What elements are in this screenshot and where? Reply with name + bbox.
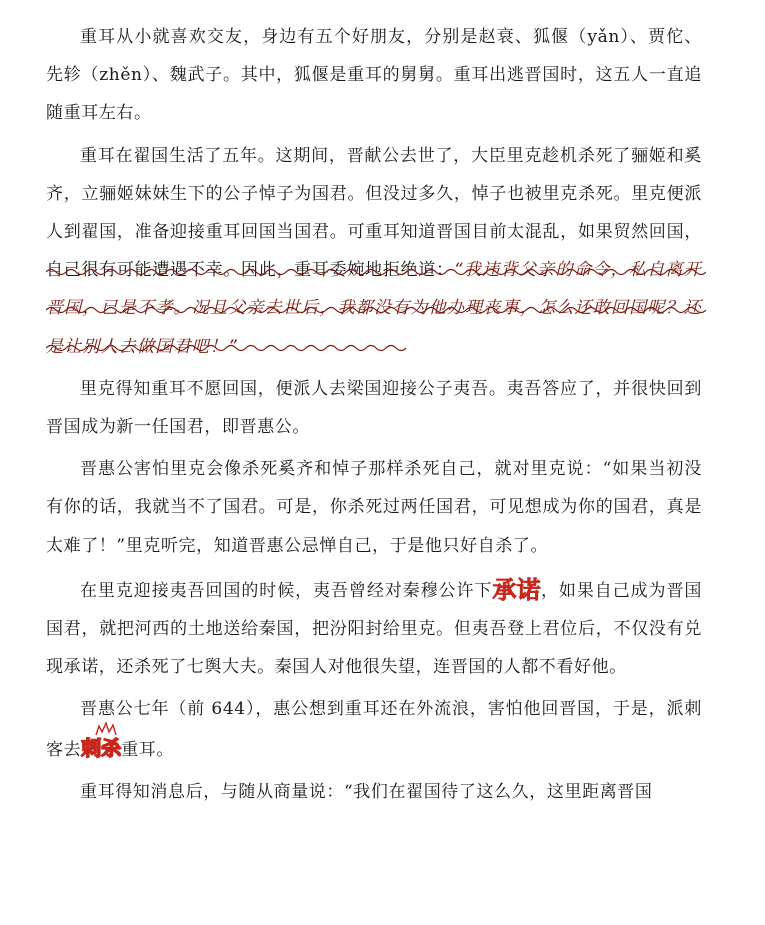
assassin-text-before: 晋惠公七年（前 644），惠公想到重耳还在外流浪，害怕他回晋国，于是，派刺客去 [46,699,702,760]
assassin-text-after: 重耳。 [121,739,175,760]
paragraph-like-suicide: 晋惠公害怕里克会像杀死奚齐和悼子那样杀死自己，就对里克说：“如果当初没有你的话，我就当不了国君。可是，你杀死过两任国君，可见想成为你的国君，真是太难了！”里克听完，知道晋惠公忌惮自己，于是他只好自杀了。 [46,459,702,556]
burst-mark [95,722,117,736]
promise-text-after: ，如果自己成为晋国国君，就把河西的土地送给秦国，把汾阳封给里克。但夷吾登上君位后，不仅没有兑现承诺，还杀死了七舆大夫。秦国人对他很失望，连晋国的人都不看好他。 [46,580,702,678]
highlighted-quote: “我违背父亲的命令，私自离开晋国，已是不孝。况且父亲去世后，我都没有为他办理丧事，怎么还敢回国呢？还是让别人去做国君吧！” [46,260,702,357]
wavy-underline [46,305,706,315]
refusal-intro: 重耳在翟国生活了五年。这期间，晋献公去世了，大臣里克趁机杀死了骊姬和奚齐，立骊姬妹妹生下的公子悼子为国君。但没过多久，悼子也被里克杀死。里克便派人到翟国，准备迎接重耳回国当国君。可重耳知道晋国目前太混乱，如果贸然回国，自己很有可能遭遇不幸。因此，重耳委婉地拒绝道： [46,145,702,281]
assassinate-callout-text: 刺杀 [81,735,122,760]
promise-callout: 承诺 [492,575,541,604]
promise-text-before: 在里克迎接夷吾回国的时候，夷吾曾经对秦穆公许下 [80,580,493,601]
wavy-underline [46,267,706,277]
paragraph-refusal [46,137,702,366]
wavy-underline [46,343,406,353]
paragraph-discussion: 重耳得知消息后，与随从商量说：“我们在翟国待了这么久，这里距离晋国 [80,781,653,802]
assassinate-callout [81,736,121,760]
paragraph-assassin [46,690,702,768]
story-page [46,18,702,815]
paragraph-friends: 重耳从小就喜欢交友，身边有五个好朋友，分别是赵衰、狐偃（yǎn）、贾佗、先轸（zhěn）、魏武子。其中，狐偃是重耳的舅舅。重耳出逃晋国时，这五人一直追随重耳左右。 [46,27,702,124]
paragraph-promise [46,569,702,687]
paragraph-yiwu: 里克得知重耳不愿回国，便派人去梁国迎接公子夷吾。夷吾答应了，并很快回到晋国成为新一任国君，即晋惠公。 [46,378,702,438]
